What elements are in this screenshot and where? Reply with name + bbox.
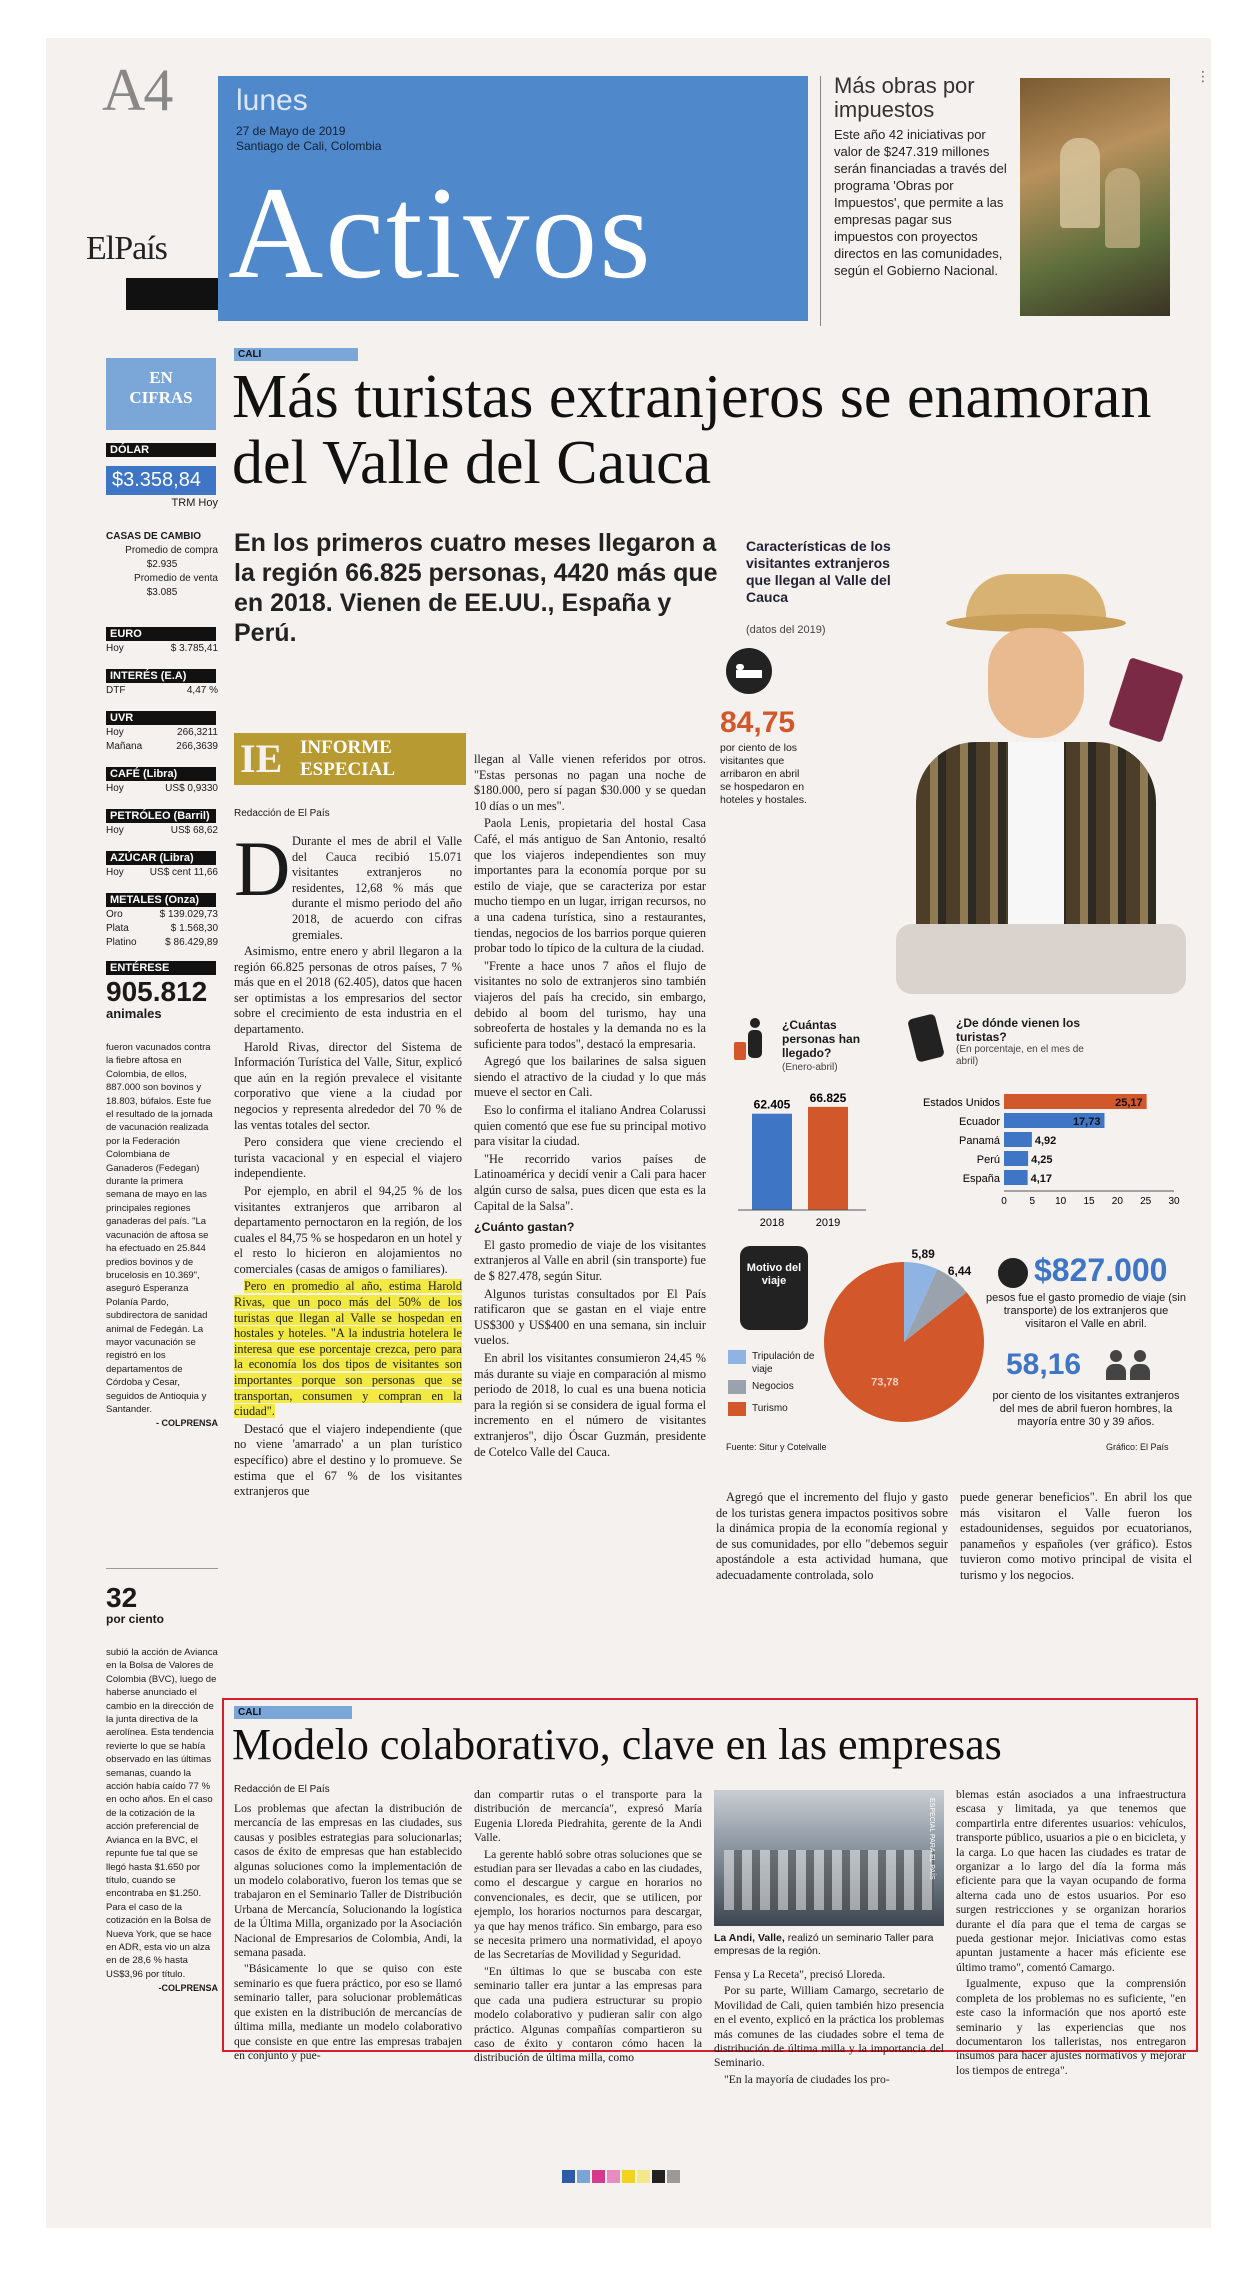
origin-category-label: Panamá: [959, 1135, 1000, 1147]
article1-headline: Más turistas extranjeros se enamoran del Valle del Cauca: [232, 363, 1152, 497]
origin-value-label: 17,73: [1072, 1116, 1101, 1128]
origin-bar: [1004, 1170, 1028, 1185]
metales-row: [106, 922, 218, 936]
seminar-photo: [714, 1790, 944, 1926]
porciento-text: subió la acción de Avianca en la Bolsa de Valores de Colombia (BVC), luego de haberse anunciado el cambio en la dirección de la junta directiva de la aerolínea. Esta tendencia revierte lo que se había observado en las últimas semanas, cuando la acción había caído 77 % en ocho años. En el caso de la cotización de la acción preferencial de Avianca en la BVC, el repunte fue tal que se llegó hasta $1.650 por título, cuando se encontraba en $1.250. Para el caso de la cotización en la Bolsa de Nueva York, que se hace en ADR, esta vio un alza en de 28,6 % hasta US$3,96 por título.: [106, 1647, 218, 1980]
person-body: [1130, 1364, 1150, 1380]
casas-compra-label: Promedio de compra: [125, 545, 218, 556]
azucar-label: AZÚCAR (Libra): [106, 851, 216, 865]
motivo-label: Motivo del viaje: [746, 1262, 802, 1287]
worker-figure: [1105, 168, 1140, 248]
origin-tick-label: 0: [1001, 1196, 1007, 1207]
col2-subhead: ¿Cuánto gastan?: [474, 1220, 575, 1235]
sidebar-title-line1: EN: [149, 368, 173, 387]
col2-p5: Eso lo confirma el italiano Andrea Colarussi quien comentó que ese fue su principal motivo para visitar la ciudad.: [474, 1103, 706, 1149]
row-key: Hoy: [106, 727, 124, 738]
uvr-row: [106, 740, 218, 754]
q2-sub: (En porcentaje, en el mes de abril): [956, 1044, 1084, 1067]
casas-block: [106, 530, 218, 600]
color-chip: [622, 2170, 635, 2183]
legend-swatch: [728, 1402, 746, 1416]
article1-col4: [960, 1490, 1192, 1586]
legend-label: Tripulación de viaje: [752, 1351, 815, 1375]
origin-bar: [1004, 1132, 1032, 1147]
hotel-text: por ciento de los visitantes que arribaron en abril se hospedaron en hoteles y hostales.: [720, 742, 807, 806]
section-title: Activos: [228, 159, 653, 306]
enterese-text: fueron vacunados contra la fiebre aftosa en Colombia, de ellos, 887.000 son bovinos y 18.803, búfalos. Este fue el resultado de la jornada de vacunación realizada por la Federación Colombiana de Ganaderos (Fedegan) durante la primera semana de mayo en las principales regiones ganaderas del país. "La vacunación de aftosa se ha efectuado en 25.844 predios bovinos y de brucelosis en 10.369", aseguró Esperanza Polanía Pardo, subdirectora de sanidad animal de Fedegán. La mayor vacunación se registró en los departamentos de Córdoba y Cesar, seguidos de Antioquia y Santander.: [106, 1042, 213, 1415]
article1-col2: [474, 752, 706, 1462]
worker-figure: [1060, 138, 1100, 228]
q1-title: ¿Cuántas personas han llegado?: [782, 1018, 861, 1060]
col4-p1: puede generar beneficios". En abril los que más visitaron el Valle fueron los estadounidenses, seguidos por ecuatorianos, panameños y españoles (ver gráfico). Estos tuvieron como motivo principal de visita el turismo y los negocios.: [960, 1490, 1192, 1582]
col2-b1: El gasto promedio de viaje de los visitantes extranjeros al Valle en abril (sin transporte) fue de $ 827.478, según Situr.: [474, 1237, 706, 1283]
cafe-row: [106, 782, 218, 796]
origin-tick-label: 5: [1029, 1196, 1036, 1207]
petroleo-row: [106, 824, 218, 838]
pie-value-label: 6,44: [947, 1264, 972, 1279]
article1-deck: En los primeros cuatro meses llegaron a la región 66.825 personas, 4420 más que en 2018. Vienen de EE.UU., España y Perú.: [234, 529, 718, 647]
row-value: US$ 68,62: [170, 825, 218, 836]
col2-p6: "He recorrido varios países de Latinoamérica y decidí venir a Cali para hacer algún curso de salsa, pues dicen que esta es la Capital de la Salsa".: [474, 1151, 706, 1213]
traveler-icon: [742, 1018, 768, 1078]
metales-row: [106, 936, 218, 950]
origin-value-label: 4,17: [1030, 1173, 1053, 1185]
col2-p1: llegan al Valle vienen referidos por otros. "Estas personas no pagan una noche de $180.000, pero sí pagan $30.000 y se quedan 10 días o un mes".: [474, 752, 706, 813]
article1-col1: [234, 825, 462, 1502]
bar-label-2019: 66.825: [809, 1090, 847, 1105]
dolar-sub: TRM Hoy: [171, 497, 218, 509]
promo-text: Este año 42 iniciativas por valor de $247.319 millones serán financiadas a través del programa 'Obras por Impuestos', que permite a las empresas pagar sus impuestos con proyectos directos en las comunidades, según el Gobierno Nacional.: [834, 127, 1007, 278]
brand-logo: ElPaís: [86, 230, 167, 267]
row-value: 266,3211: [177, 727, 218, 738]
sidebar-title-line2: CIFRAS: [129, 388, 193, 407]
info-subtitle: (datos del 2019): [746, 624, 826, 636]
article2-col2: [474, 1788, 702, 2068]
tourist-illustration: [896, 564, 1186, 994]
pillow-shape: [736, 664, 744, 670]
bar-2019: [808, 1107, 848, 1210]
bar-cat-2019: 2019: [815, 1217, 841, 1229]
azucar-row: [106, 866, 218, 880]
traveler-body: [748, 1030, 762, 1058]
origin-bar: [1004, 1151, 1028, 1166]
article2-byline: Redacción de El País: [234, 1784, 330, 1795]
color-chip: [652, 2170, 665, 2183]
dolar-block: [106, 440, 218, 509]
col2-p2: Paola Lenis, propietaria del hostal Casa Café, el más antiguo de San Antonio, resaltó que los viajeros independientes son muy importantes para la economía porque por su estilo de viaje, que se caracteriza por estar mucho tiempo en un lugar, irrigan recursos, no a una cadena turística, sino a restaurantes, tiendas, negocios de los barrios porque quieren probar todo lo típico de la cultura de la ciudad.: [474, 816, 706, 956]
hotel-pct: 84,75: [720, 706, 796, 739]
petroleo-label: PETRÓLEO (Barril): [106, 809, 216, 823]
col2-b2: Algunos turistas consultados por El País ratificaron que se gastan en el viaje entre US$300 y US$400 en una semana, sin incluir vuelos.: [474, 1286, 706, 1348]
header-divider: [820, 76, 821, 326]
suitcase: [896, 924, 1186, 994]
info-source: Fuente: Situr y Cotelvalle: [726, 1442, 827, 1452]
enterese-credit: - COLPRENSA: [155, 1418, 218, 1429]
bar-chart-origin: [872, 1090, 1192, 1230]
row-key: Platino: [106, 937, 137, 948]
row-value: $ 86.429,89: [165, 937, 218, 948]
passport-icon: [1108, 657, 1184, 743]
a2-col1-p2: "Básicamente lo que se quiso con este seminario es que fuera práctico, por eso se llamó seminario taller, para solucionar problemáticas que existen en la distribución de mercancías de última milla, mediante un modelo colaborativo que consiste en que entre las empresas trabajen en conjunto y pue-: [234, 1962, 462, 2062]
a2-col1-p1: Los problemas que afectan la distribución de mercancía de las empresas en las ciudades, sus causas y posibles estrategias para solucionarlas; casos de éxito de empresas que han establecido algunas soluciones como la implementación de un modelo colaborativo, fueron los temas que se trabajaron en el Seminario Taller de Distribución Urbana de Mercancía, Solucionando la logística de la Última Milla, organizado por la Asociación Nacional de Empresarios de Colombia, Andi, la semana pasada.: [234, 1802, 462, 1960]
origin-category-label: España: [962, 1173, 1000, 1185]
col1-p2: Asimismo, entre enero y abril llegaron a la región 66.825 personas de otros países, 7 % más que en el 2018 (62.405), datos que hacen ser optimistas a los empresarios del sector sobre el crecimiento de esta industria en el departamento.: [234, 944, 462, 1036]
dropcap: D: [234, 825, 291, 912]
hombres-value: 58,16: [1006, 1348, 1082, 1381]
col1-highlight: [234, 1279, 462, 1419]
q2-title: ¿De dónde vienen los turistas?: [956, 1016, 1081, 1044]
bar-2018: [752, 1114, 792, 1210]
infographic: [716, 538, 1196, 1498]
casas-compra: $2.935: [146, 559, 178, 570]
article1-byline: Redacción de El País: [234, 808, 330, 819]
row-key: Hoy: [106, 825, 124, 836]
casas-venta: $3.085: [146, 587, 178, 598]
hotel-bed-icon: [726, 648, 772, 694]
info-title: Características de los visitantes extranjeros que llegan al Valle del Cauca: [746, 538, 891, 605]
sidebar-title-box: [106, 358, 216, 430]
article1-kicker: CALI: [234, 348, 358, 361]
col2-b3: En abril los visitantes consumieron 24,45 % más durante su viaje en comparación al mismo periodo de 2018, lo cual es una buena noticia para la región si se considera de igual forma el incremento en el número de visitantes extranjeros", dijo Óscar Guzmán, presidente de Cotelco Valle del Cauca.: [474, 1350, 706, 1459]
photo-credit: ESPECIAL PARA EL PAÍS: [928, 1798, 935, 1880]
casas-venta-label: Promedio de venta: [134, 573, 218, 584]
bar-chart-visitors: [726, 1082, 886, 1232]
dolar-label: DÓLAR: [106, 443, 216, 457]
pie-value-label: 73,78: [871, 1376, 899, 1389]
article1-col3: [716, 1490, 948, 1586]
porciento-block: [106, 1584, 218, 1993]
euro-block: [106, 624, 218, 656]
article2-col4: [956, 1788, 1186, 2080]
row-value: US$ 0,9330: [165, 783, 218, 794]
row-key: Hoy: [106, 867, 124, 878]
uvr-block: [106, 708, 218, 754]
row-key: Mañana: [106, 741, 143, 752]
color-registration-bar: [562, 2170, 682, 2188]
money-icon: [998, 1258, 1028, 1288]
a2-col3-p1: Fensa y La Receta", precisó Lloreda.: [714, 1968, 886, 1981]
a2-col2-p3: "En últimas lo que se buscaba con este seminario taller era juntar a las empresas para que cada una pudiera estructurar su propio modelo colaborativo y pudieran salir con algo práctico. Algunas compañías compartieron su caso de éxito y contaron cómo hacen la distribución de última milla, como: [474, 1964, 702, 2065]
color-chip: [667, 2170, 680, 2183]
col1-p5: Por ejemplo, en abril el 94,25 % de los visitantes extranjeros que arribaron al departamento pernoctaron en la región, de los cuales el 84,75 % se hospedaron en un hotel y el resto lo hicieron en alojamientos no comerciales (casas de amigos o familiares).: [234, 1183, 462, 1276]
origin-category-label: Estados Unidos: [922, 1097, 1000, 1109]
person-head: [1110, 1350, 1122, 1362]
petroleo-block: [106, 806, 218, 838]
legend-label: Negocios: [752, 1381, 794, 1392]
row-key: DTF: [106, 685, 126, 696]
row-value: 4,47 %: [186, 685, 218, 696]
metales-label: METALES (Onza): [106, 893, 216, 907]
uvr-row: [106, 726, 218, 740]
color-chip: [607, 2170, 620, 2183]
col3-p1: Agregó que el incremento del flujo y gasto de los turistas genera impactos positivos sobre la dinámica propia de la economía regional y de sus comunidades, por ello "debemos seguir apostándole a esta actividad humana, que adecuadamente controlada, solo: [716, 1490, 948, 1582]
bed-shape: [736, 670, 762, 678]
interes-block: [106, 666, 218, 698]
legend-label: Turismo: [752, 1403, 788, 1414]
banner-date: 27 de Mayo de 2019: [236, 124, 346, 138]
origin-tick-label: 20: [1111, 1196, 1123, 1207]
azucar-block: [106, 848, 218, 880]
row-key: Plata: [106, 923, 129, 934]
page-code: A4: [102, 57, 172, 123]
badge-text: INFORME ESPECIAL: [300, 737, 396, 780]
col1-p4: Pero considera que viene creciendo el turista vacacional y en especial el viajero independiente.: [234, 1135, 462, 1181]
audience-rows: [724, 1850, 934, 1910]
row-value: $ 1.568,30: [170, 923, 218, 934]
origin-value-label: 4,25: [1031, 1154, 1053, 1166]
dolar-value: $3.358,84: [106, 466, 216, 495]
origin-tick-label: 25: [1140, 1196, 1152, 1207]
people-icon: [1104, 1350, 1164, 1380]
origin-category-label: Ecuador: [959, 1116, 1000, 1128]
interes-row: [106, 684, 218, 698]
a2-col2-p1: dan compartir rutas o el transporte para la distribución de mercancía", expresó María Eugenia Lloreda Piedrahita, gerente de la Andi Valle.: [474, 1788, 702, 1845]
article2-kicker: CALI: [234, 1706, 352, 1719]
euro-row: [106, 642, 218, 656]
col2-p4: Agregó que los bailarines de salsa siguen siendo el atractivo de la ciudad y lo que más mueve el sector en Cali.: [474, 1054, 706, 1100]
origin-tick-label: 15: [1083, 1196, 1095, 1207]
porciento-credit: -COLPRENSA: [158, 1983, 218, 1994]
uvr-label: UVR: [106, 711, 216, 725]
enterese-value: 905.812: [106, 976, 208, 1007]
cafe-label: CAFÉ (Libra): [106, 767, 216, 781]
promo-photo: [1020, 78, 1170, 316]
section-banner: [218, 76, 808, 321]
metales-block: [106, 890, 218, 950]
origin-value-label: 4,92: [1034, 1135, 1057, 1147]
newspaper-page: [46, 38, 1211, 2228]
info-credit: Gráfico: El País: [1106, 1442, 1169, 1452]
informe-especial-badge: [234, 733, 466, 785]
sidebar-divider: [106, 1568, 218, 1569]
traveler-bag: [734, 1042, 746, 1060]
promo-title: Más obras por impuestos: [834, 73, 975, 122]
porciento-value: 32: [106, 1582, 138, 1613]
color-chip: [562, 2170, 575, 2183]
euro-label: EURO: [106, 627, 216, 641]
photo-caption: [714, 1932, 944, 1958]
row-value: $ 139.029,73: [159, 909, 218, 920]
color-chip: [637, 2170, 650, 2183]
row-value: US$ cent 11,66: [149, 867, 218, 878]
hombres-text: por ciento de los visitantes extranjeros del mes de abril fueron hombres, la mayoría entre 30 y 39 años.: [992, 1390, 1180, 1428]
banner-day: lunes: [236, 84, 308, 117]
photo-caption-bold: La Andi, Valle,: [714, 1932, 785, 1944]
person-head: [1134, 1350, 1146, 1362]
enterese-block: [106, 958, 218, 1428]
gasto-value: $827.000: [1034, 1252, 1168, 1288]
interes-label: INTERÉS (E.A): [106, 669, 216, 683]
article2-headline: Modelo colaborativo, clave en las empresas: [232, 1720, 1002, 1769]
enterese-label: ENTÉRESE: [106, 961, 216, 975]
article2-col1: [234, 1802, 462, 2065]
a2-col4-p1: blemas están asociados a una infraestructura escasa y limitada, ya que tenemos que compartirla entre diferentes usuarios: vehículos, transporte público, usuarios a pie o en bicicleta, y la carga. Lo que hacen las ciudades es tratar de organizar a lo largo del día la forma más eficiente para que la vayan ocupando de forma alterna cada uno de estos usuarios. Por eso surgen restricciones y se organizan horarios durante el día para que el tema de cargas se pueda gestionar mejor. Iniciativas como estas apuntan justamente a hacer más eficiente ese último tramo", comentó Camargo.: [956, 1788, 1186, 1974]
bar-label-2018: 62.405: [753, 1097, 791, 1112]
banner-city: Santiago de Cali, Colombia: [236, 139, 382, 153]
origin-category-label: Perú: [976, 1154, 1000, 1166]
col1-p1: Durante el mes de abril el Valle del Cauca recibió 15.071 visitantes extranjeros no residentes, 12,68 % más que durante el mismo periodo del año 2018, de acuerdo con cifras gremiales.: [292, 834, 462, 942]
legend-swatch: [728, 1380, 746, 1394]
row-key: Hoy: [106, 783, 124, 794]
enterese-unit: animales: [106, 1006, 162, 1021]
photo-caption-text: realizó un seminario Taller para empresas de la región.: [714, 1932, 934, 1957]
pie-value-label: 5,89: [911, 1247, 935, 1262]
highlighted-quote: Pero en promedio al año, estima Harold Rivas, que un poco más del 50% de los turistas que llegan al Valle se hospedan en hostales y hoteles. "A la industria hotelera le interesa que ese porcentaje crezca, pero para la economía los dos tipos de visitantes son importantes porque son personas que se transportan, consumen y compran en la ciudad".: [234, 1279, 462, 1419]
gasto-text: pesos fue el gasto promedio de viaje (sin transporte) de los extranjeros que visitaron el Valle en abril.: [986, 1292, 1186, 1330]
origin-tick-label: 10: [1055, 1196, 1067, 1207]
row-key: Oro: [106, 909, 123, 920]
col1-tail: Destacó que el viajero independiente (que no viene 'amarrado' a un plan turístico específico) abre el destino y lo promueve. Se estima que el 67 % de los visitantes extranjeros que: [234, 1421, 462, 1499]
legend-swatch: [728, 1350, 746, 1364]
q1-sub: (Enero-abril): [782, 1062, 838, 1073]
more-icon: ⋮: [1196, 68, 1210, 84]
pie-chart-motivo: [812, 1238, 992, 1428]
col2-p3: "Frente a hace unos 7 años el flujo de visitantes no solo de extranjeros sino también viajeros del país ha crecido, sin embargo, debido al boom del turismo, hay una sobreoferta de hostales y la demanda no es la suficiente para todos", destacó la empresaria.: [474, 958, 706, 1051]
bar-cat-2018: 2018: [759, 1217, 785, 1229]
row-value: $ 3.785,41: [170, 643, 218, 654]
a2-col3-p2: Por su parte, William Camargo, secretario de Movilidad de Cali, quien también hizo presencia en el evento, explicó en la práctica los problemas más comunes de las ciudades sobre el tema de distribución de última milla y la importancia del Seminario.: [714, 1984, 944, 2070]
traveler-head: [750, 1018, 760, 1028]
suitcase-icon: [740, 1246, 808, 1330]
a2-col3-p3: "En la mayoría de ciudades los pro-: [724, 2072, 890, 2086]
badge-ie: IE: [240, 736, 283, 781]
row-value: 266,3639: [176, 741, 218, 752]
airplane-ticket-icon: [907, 1013, 945, 1062]
article2-col3: [714, 1968, 944, 2089]
porciento-unit: por ciento: [106, 1612, 165, 1626]
t-shirt: [1008, 742, 1064, 932]
col1-p3: Harold Rivas, director del Sistema de Información Turística del Valle, Situr, explicó que aún en la región prevalece el visitante corporativo que viene a la ciudad por negocios y representa alrededor del 70 % de las ventas totales del sector.: [234, 1039, 462, 1132]
face: [988, 628, 1084, 738]
row-key: Hoy: [106, 643, 124, 654]
a2-col2-p2: La gerente habló sobre otras soluciones que se estudian para ser llevadas a cabo en las ciudades, como el descargue y cargue en horarios no convencionales, es decir, que se utilicen, por ejemplo, los horarios nocturnos para descargar, ya que hay menos tráfico. Sin embargo, para eso se necesita primero una normatividad, el apoyo de las Secretarías de Movilidad y Seguridad.: [474, 1847, 702, 1962]
metales-row: [106, 908, 218, 922]
cafe-block: [106, 764, 218, 796]
a2-col4-p2: Igualmente, expuso que la comprensión completa de los problemas no es suficiente, "en este caso la información que nos aportó este seminario y las experiencias que nos documentaron los talleristas, nos entregaron insumos para hacer ajustes normativos y mejorar los tiempos de entrega".: [956, 1977, 1186, 2077]
casas-label: CASAS DE CAMBIO: [106, 531, 202, 542]
origin-tick-label: 30: [1168, 1196, 1180, 1207]
person-body: [1106, 1364, 1126, 1380]
origin-value-label: 25,17: [1115, 1097, 1143, 1109]
color-chip: [577, 2170, 590, 2183]
color-chip: [592, 2170, 605, 2183]
